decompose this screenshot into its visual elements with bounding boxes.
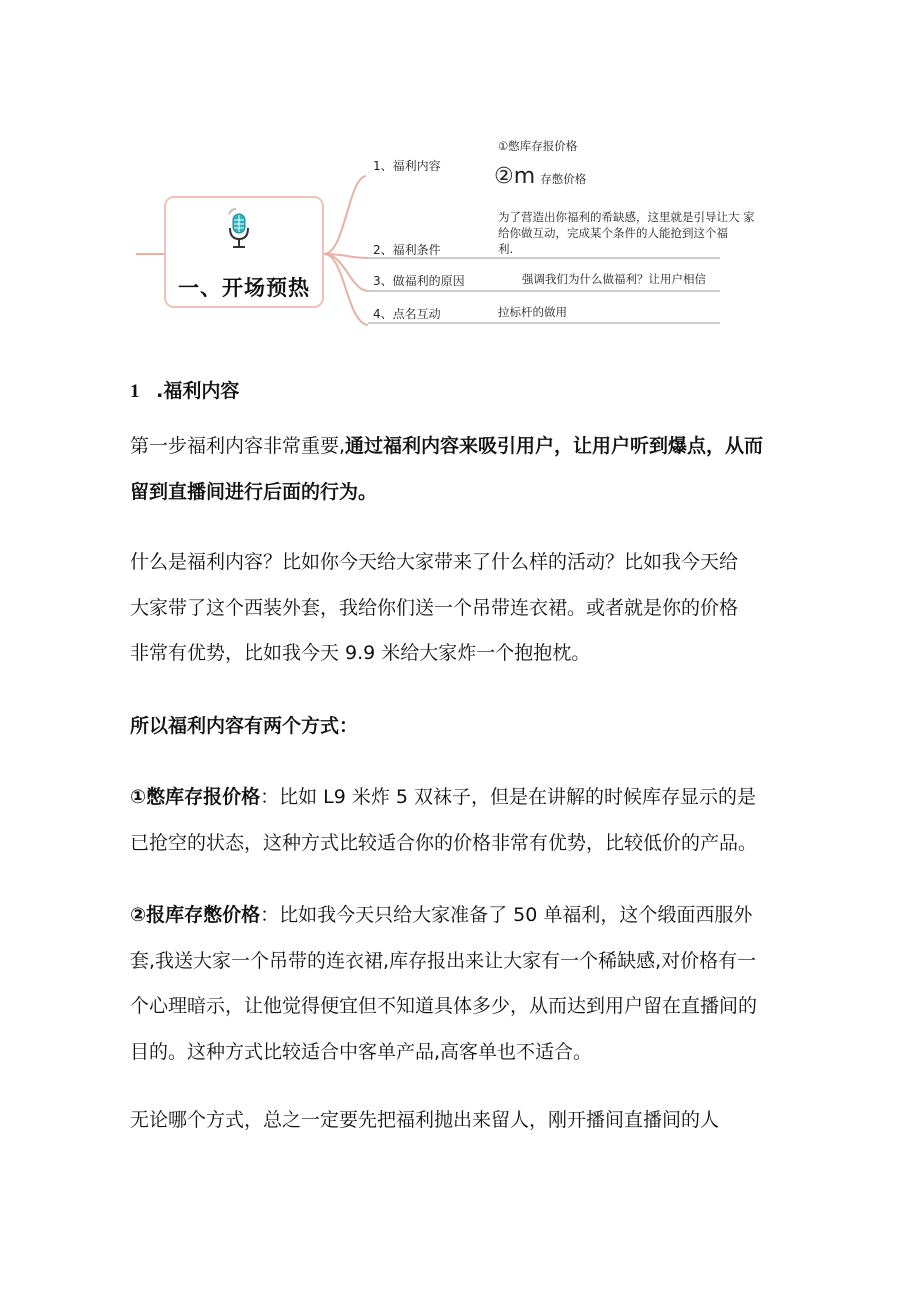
note-method-2 bbox=[494, 164, 586, 189]
mindmap-connectors bbox=[0, 0, 920, 340]
method-2-line1: ：比如我今天只给大家准备了 50 单福利，这个缎面西服外 bbox=[260, 904, 753, 926]
section-heading bbox=[130, 376, 239, 403]
paragraph-intro bbox=[130, 424, 810, 515]
conclusion-line1: 无论哪个方式，总之一定要先把福利抛出来留人，刚开播间直播间的人 bbox=[130, 1109, 720, 1131]
note-condition-line2: 给你做互动，完成某个条件的人能抢到这个福 bbox=[498, 226, 728, 240]
method-1-line2: 已抢空的状态，这种方式比较适合你的价格非常有优势，比较低价的产品。 bbox=[130, 831, 758, 854]
paragraph-method-2 bbox=[130, 893, 810, 1075]
two-ways-text: 所以福利内容有两个方式： bbox=[130, 715, 359, 737]
paragraph-method-1 bbox=[130, 775, 810, 866]
what-is-line1: 什么是福利内容？比如你今天给大家带来了什么样的活动？比如我今天给 bbox=[130, 551, 739, 573]
note-condition-line3: 利. bbox=[498, 242, 514, 256]
what-is-line2: 大家带了这个西装外套，我给你们送一个吊带连衣裙。或者就是你的价格 bbox=[130, 596, 739, 619]
method-2-line3: 个心理暗示，让他觉得便宜但不知道具体多少，从而达到用户留在直播间的 bbox=[130, 995, 758, 1017]
note-reason: 强调我们为什么做福利？让用户相信 bbox=[522, 272, 706, 286]
mindmap-root-title: 一、开场预热 bbox=[178, 276, 310, 300]
branch-roll-call: 4、点名互动 bbox=[373, 307, 441, 321]
paragraph-two-ways bbox=[130, 704, 810, 750]
note-roll-call: 拉标杆的做用 bbox=[498, 305, 567, 319]
intro-bold-b: 留到直播间进行后面的行为。 bbox=[130, 480, 378, 503]
section-heading-number: 1 bbox=[130, 381, 140, 402]
note-condition-line1: 为了营造出你福利的希缺感，这里就是引导让大 家 bbox=[498, 210, 755, 224]
intro-bold-a: 通过福利内容来吸引用户，让用户听到爆点，从而 bbox=[345, 435, 764, 457]
method-2-line2: 套,我送大家一个吊带的连衣裙,库存报出来让大家有一个稀缺感,对价格有一 bbox=[130, 949, 757, 972]
paragraph-what-is bbox=[130, 540, 810, 677]
intro-normal: 第一步福利内容非常重要, bbox=[130, 435, 346, 457]
note-method-1: ①憋库存报价格 bbox=[498, 139, 578, 153]
note-method-2-small: 存憋价格 bbox=[540, 172, 587, 186]
branch-welfare-condition: 2、福利条件 bbox=[373, 243, 441, 257]
branch-welfare-content: 1、福利内容 bbox=[373, 159, 441, 173]
branch-welfare-reason: 3、做福利的原因 bbox=[373, 274, 465, 288]
method-1-line1: ：比如 L9 米炸 5 双袜子，但是在讲解的时候库存显示的是 bbox=[260, 786, 757, 808]
section-heading-text: .福利内容 bbox=[156, 380, 240, 402]
what-is-line3: 非常有优势，比如我今天 9.9 米给大家炸一个抱抱枕。 bbox=[130, 642, 591, 664]
microphone-icon bbox=[226, 208, 252, 252]
method-2-title: ②报库存憋价格 bbox=[130, 904, 261, 926]
note-method-2-big: ②m bbox=[494, 164, 536, 189]
method-1-title: ①憋库存报价格 bbox=[130, 786, 261, 808]
method-2-line4: 目的。这种方式比较适合中客单产品,高客单也不适合。 bbox=[130, 1040, 593, 1063]
paragraph-conclusion bbox=[130, 1098, 810, 1144]
